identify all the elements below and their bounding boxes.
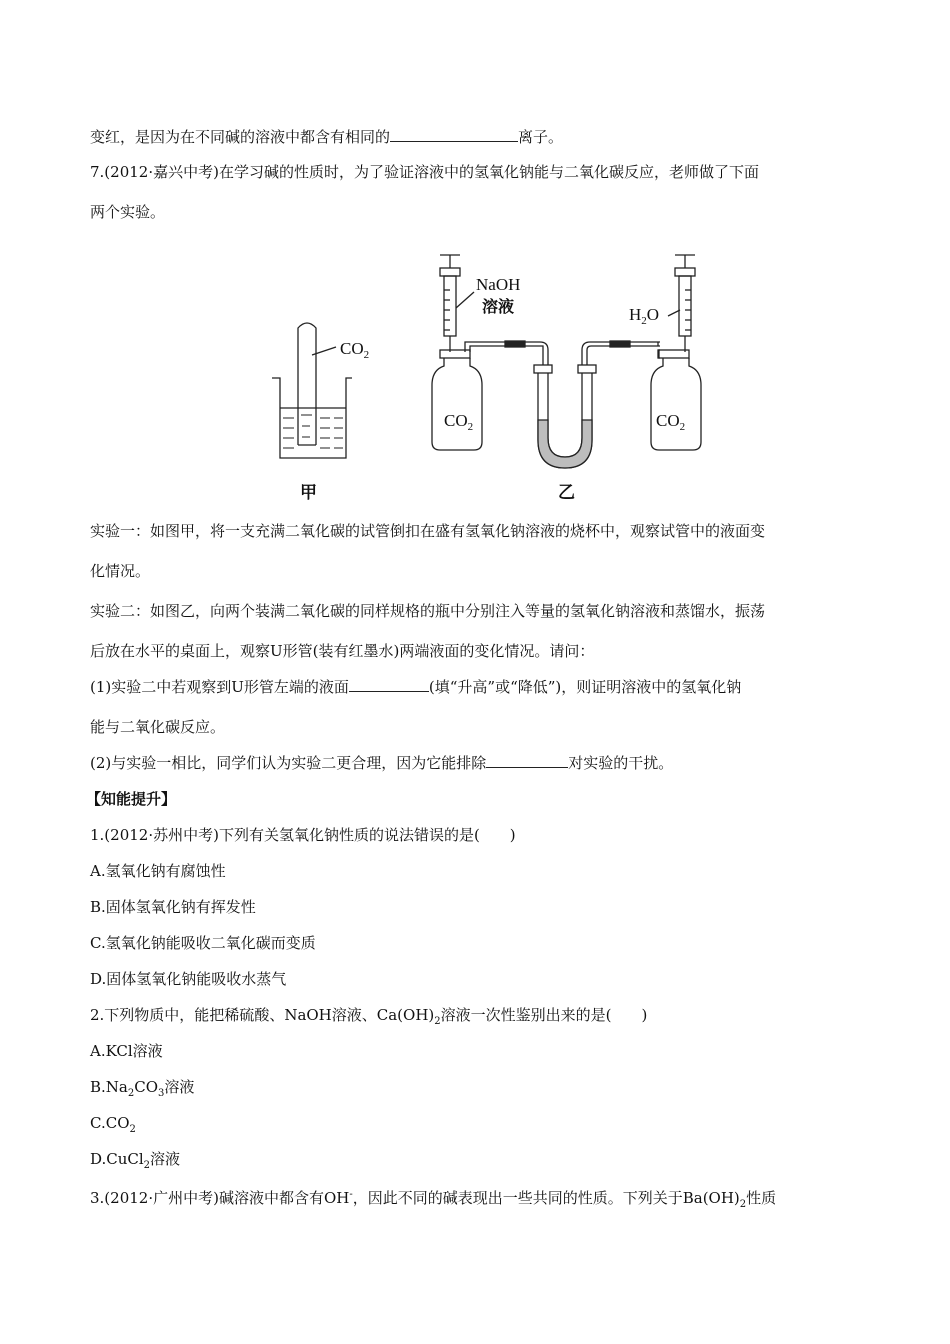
text-line-7: 后放在水平的桌面上，观察U形管(装有红墨水)两端液面的变化情况。请问： [90, 642, 595, 660]
solution-label: 溶液 [482, 297, 515, 316]
question-7-stem: 7.(2012·嘉兴中考)在学习碱的性质时，为了验证溶液中的氢氧化钠能与二氧化碳反应，老师做了下面 [90, 163, 759, 181]
option-1c: C.氢氧化钠能吸收二氧化碳而变质 [90, 934, 316, 952]
figure-label-jia: 甲 [300, 483, 317, 503]
text-line-3: 两个实验。 [90, 203, 166, 221]
question-1: 1.(2012·苏州中考)下列有关氢氧化钠性质的说法错误的是( ) [90, 826, 516, 844]
h2o-label: $H_2O$ [629, 305, 660, 327]
text-line-9: 能与二氧化碳反应。 [90, 718, 226, 736]
question-3: 3.(2012·广州中考)碱溶液中都含有OH-，因此不同的碱表现出一些共同的性质。下列关于$Ba(OH)_2$性质 [90, 1189, 777, 1210]
right-apparatus [620, 250, 730, 460]
experiment-figure [260, 250, 660, 505]
option-1d: D.固体氢氧化钠能吸收水蒸气 [90, 970, 287, 988]
co2-label-right-bottle: $CO_2$ [656, 411, 686, 433]
answer-blank-1[interactable] [390, 127, 518, 142]
naoh-label: NaOH [476, 275, 521, 294]
experiment-2-text: 实验二：如图乙，向两个装满二氧化碳的同样规格的瓶中分别注入等量的氢氧化钠溶液和蒸馏水，振荡 [90, 602, 766, 620]
answer-blank-3[interactable] [486, 753, 568, 768]
answer-blank-2[interactable] [349, 677, 429, 692]
option-2b: $B.Na_2CO_3$溶液 [90, 1078, 195, 1099]
sub-question-1: (1)实验二中若观察到U形管左端的液面 (填“升高”或“降低”)，则证明溶液中的氢氧化钠 [90, 678, 742, 696]
u-tube [534, 365, 596, 468]
co2-label-tube: $CO_2$ [340, 339, 370, 361]
option-1b: B.固体氢氧化钠有挥发性 [90, 898, 256, 916]
question-2: 2.下列物质中，能把稀硫酸、NaOH溶液、$Ca(OH)_2$溶液一次性鉴别出来的是( ) [90, 1006, 648, 1027]
option-1a: A.氢氧化钠有腐蚀性 [90, 862, 226, 880]
section-heading: 【知能提升】 [86, 790, 177, 808]
option-2d: D.CuCl$_2$溶液 [90, 1150, 181, 1171]
left-bottle [432, 341, 548, 450]
text-line-5: 化情况。 [90, 562, 151, 580]
co2-label-left-bottle: $CO_2$ [444, 411, 474, 433]
experiment-1-text: 实验一：如图甲，将一支充满二氧化碳的试管倒扣在盛有氢氧化钠溶液的烧杯中，观察试管中的液面变 [90, 522, 766, 540]
option-2a: A.KCl溶液 [90, 1042, 163, 1060]
sub-question-2: (2)与实验一相比，同学们认为实验二更合理，因为它能排除 对实验的干扰。 [90, 754, 674, 772]
text-line-1: 变红，是因为在不同碱的溶液中都含有相同的 离子。 [90, 128, 564, 146]
left-syringe [440, 255, 474, 352]
figure-label-yi: 乙 [558, 483, 575, 503]
option-2c: $C.CO_2$ [90, 1114, 136, 1135]
